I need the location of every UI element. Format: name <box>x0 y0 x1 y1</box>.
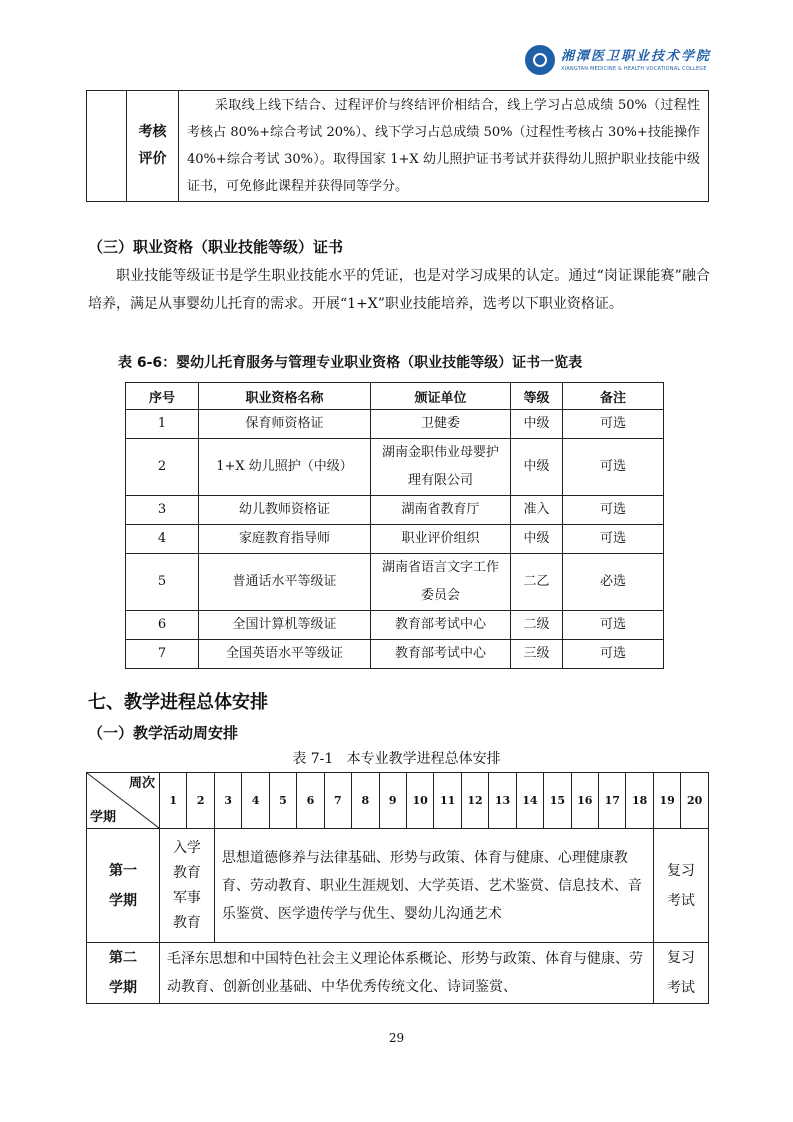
cell-note: 可选 <box>563 640 664 669</box>
week-header: 4 <box>242 773 269 829</box>
cell-name: 家庭教育指导师 <box>199 525 371 554</box>
cell-no: 5 <box>126 554 199 611</box>
cell-no: 3 <box>126 496 199 525</box>
table-row <box>126 496 664 525</box>
cell-name: 全国计算机等级证 <box>199 611 371 640</box>
cell-no: 6 <box>126 611 199 640</box>
cell-level: 中级 <box>511 410 563 439</box>
assessment-label: 考核 评价 <box>127 91 179 202</box>
review-exam-cell: 复习 考试 <box>653 943 708 1004</box>
cell-note: 可选 <box>563 496 664 525</box>
cell-note: 可选 <box>563 611 664 640</box>
week-header: 12 <box>461 773 488 829</box>
week-header: 5 <box>269 773 296 829</box>
cell-issuer: 湖南金职伟业母婴护理有限公司 <box>371 439 511 496</box>
week-header: 11 <box>434 773 461 829</box>
week-header: 9 <box>379 773 406 829</box>
cell-issuer: 教育部考试中心 <box>371 611 511 640</box>
table-row <box>126 439 664 496</box>
corner-semester-label: 学期 <box>90 810 117 825</box>
cell-level: 中级 <box>511 439 563 496</box>
col-header-level: 等级 <box>511 383 563 410</box>
week-header: 6 <box>297 773 324 829</box>
review-exam-cell: 复习 考试 <box>653 829 708 943</box>
week-header: 20 <box>681 773 709 829</box>
cell-level: 二乙 <box>511 554 563 611</box>
certificates-table <box>125 382 664 669</box>
cell-name: 幼儿教师资格证 <box>199 496 371 525</box>
cell-note: 必选 <box>563 554 664 611</box>
cell-no: 7 <box>126 640 199 669</box>
corner-week-label: 周次 <box>128 776 155 791</box>
corner-header-cell <box>87 773 160 829</box>
section-heading-teaching-schedule: 七、教学进程总体安排 <box>88 692 268 713</box>
week-header: 16 <box>571 773 598 829</box>
table-6-6-caption: 表 6-6：婴幼儿托育服务与管理专业职业资格（职业技能等级）证书一览表 <box>118 355 583 371</box>
col-header-issuer: 颁证单位 <box>371 383 511 410</box>
cell-level: 准入 <box>511 496 563 525</box>
table-header-row <box>126 383 664 410</box>
cell-no: 1 <box>126 410 199 439</box>
week-header: 10 <box>406 773 433 829</box>
cell-issuer: 卫健委 <box>371 410 511 439</box>
week-header: 13 <box>489 773 516 829</box>
semester-courses: 毛泽东思想和中国特色社会主义理论体系概论、形势与政策、体育与健康、劳动教育、创新创业基础、中华优秀传统文化、诗词鉴赏、 <box>160 943 654 1004</box>
week-header: 8 <box>352 773 379 829</box>
cell-name: 1+X 幼儿照护（中级） <box>199 439 371 496</box>
cell-no: 2 <box>126 439 199 496</box>
week-header: 14 <box>516 773 543 829</box>
cell-name: 普通话水平等级证 <box>199 554 371 611</box>
subsection-heading-weekly-arrangement: （一）教学活动周安排 <box>88 724 239 742</box>
page-number: 29 <box>388 1031 405 1045</box>
week-header: 18 <box>626 773 653 829</box>
assessment-table <box>86 90 709 202</box>
semester-courses: 思想道德修养与法律基础、形势与政策、体育与健康、心理健康教育、劳动教育、职业生涯规划、大学英语、艺术鉴赏、信息技术、音乐鉴赏、医学遗传学与优生、婴幼儿沟通艺术 <box>214 829 653 943</box>
cell-name: 全国英语水平等级证 <box>199 640 371 669</box>
certificates-paragraph: 职业技能等级证书是学生职业技能水平的凭证，也是对学习成果的认定。通过“岗证课能赛”融合培养，满足从事婴幼儿托育的需求。开展“1+X”职业技能培养，选考以下职业资格证。 <box>88 268 710 312</box>
teaching-schedule-table <box>86 772 709 1004</box>
week-header: 2 <box>187 773 214 829</box>
table-row <box>126 640 664 669</box>
week-header: 15 <box>544 773 571 829</box>
empty-cell <box>87 91 127 202</box>
col-header-no: 序号 <box>126 383 199 410</box>
college-logo <box>525 40 755 80</box>
table-row <box>126 611 664 640</box>
week-header: 7 <box>324 773 351 829</box>
cell-level: 中级 <box>511 525 563 554</box>
week-header: 19 <box>653 773 680 829</box>
cell-note: 可选 <box>563 439 664 496</box>
week-header: 1 <box>160 773 187 829</box>
cell-note: 可选 <box>563 410 664 439</box>
college-emblem-icon <box>525 45 555 75</box>
semester-label: 第一 学期 <box>87 829 160 943</box>
cell-issuer: 湖南省教育厅 <box>371 496 511 525</box>
semester-label: 第二 学期 <box>87 943 160 1004</box>
cell-level: 二级 <box>511 611 563 640</box>
week-header: 3 <box>214 773 241 829</box>
table-row <box>126 554 664 611</box>
cell-issuer: 教育部考试中心 <box>371 640 511 669</box>
table-row <box>126 525 664 554</box>
cell-name: 保育师资格证 <box>199 410 371 439</box>
week-header: 17 <box>599 773 626 829</box>
week-header-row <box>87 773 709 829</box>
table-row <box>126 410 664 439</box>
assessment-description: 采取线上线下结合、过程评价与终结评价相结合，线上学习占总成绩 50%（过程性考核占 80%+综合考试 20%）、线下学习占总成绩 50%（过程性考核占 30%+技能操作 40%+综合考试 30%）。取得国家 1+X 幼儿照护证书考试并获得幼儿照护职业技能中级证书，可免修此课程并获得同等学分。 <box>179 91 709 202</box>
semester-row-2 <box>87 943 709 1004</box>
cell-issuer: 职业评价组织 <box>371 525 511 554</box>
section-heading-certificates: （三）职业资格（职业技能等级）证书 <box>88 238 344 256</box>
col-header-name: 职业资格名称 <box>199 383 371 410</box>
cell-note: 可选 <box>563 525 664 554</box>
cell-level: 三级 <box>511 640 563 669</box>
entry-education-cell: 入学 教育 军事 教育 <box>160 829 215 943</box>
table-7-1-caption: 表 7-1 本专业教学进程总体安排 <box>292 751 501 767</box>
semester-row-1 <box>87 829 709 943</box>
cell-issuer: 湖南省语言文字工作委员会 <box>371 554 511 611</box>
logo-chinese-name: 湘潭医卫职业技术学院 <box>561 48 712 64</box>
logo-english-name: XIANGTAN MEDICINE & HEALTH VOCATIONAL COLLEGE <box>561 65 707 72</box>
col-header-note: 备注 <box>563 383 664 410</box>
cell-no: 4 <box>126 525 199 554</box>
